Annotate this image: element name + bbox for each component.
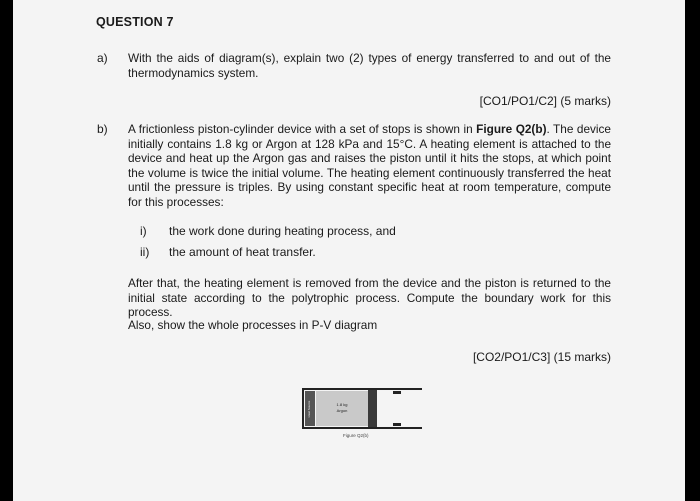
sub-item-2-text: the amount of heat transfer. — [169, 245, 316, 259]
figure-reference: Figure Q2(b) — [476, 122, 547, 136]
part-b-text — [128, 122, 611, 210]
part-b-marks: [CO2/PO1/C3] (15 marks) — [472, 350, 611, 364]
piston — [368, 390, 377, 427]
document-page — [13, 0, 685, 501]
sub-item-1-text: the work done during heating process, and — [169, 224, 396, 238]
figure-caption: Figure Q2(b) — [343, 433, 369, 438]
part-b-text-after: . The device initially contains 1.8 kg or Argon at 128 kPa and 15°C. A heating element is attached to the device and heat up the Argon gas and raises the piston until it hits the stops, at which point the volume is twice the initial volume. The heating element continuously transferred the heat until the pressure is triples. By using constant specific heat at room temperature, compute for this processes: — [128, 122, 611, 209]
part-b-text-before: A frictionless piston-cylinder device with a set of stops is shown in — [128, 122, 477, 136]
stop-top — [393, 391, 401, 394]
gas-mass-label: 1.8 kg — [336, 402, 348, 407]
cylinder-top-wall — [302, 388, 422, 390]
gas-name-label: Argon — [336, 408, 348, 413]
part-a-label: a) — [97, 51, 108, 65]
part-b-after-text: After that, the heating element is removed from the device and the piston is returned to the initial state according to the polytrophic process. Compute the boundary work for this process. — [128, 276, 611, 320]
part-a-marks: [CO1/PO1/C2] (5 marks) — [479, 94, 611, 108]
question-title: QUESTION 7 — [96, 15, 174, 29]
cylinder-bottom-wall — [302, 427, 422, 429]
stop-bottom — [393, 423, 401, 426]
cylinder-left-wall — [302, 388, 304, 429]
part-b-also-text: Also, show the whole processes in P-V diagram — [128, 318, 378, 332]
part-b-label: b) — [97, 122, 108, 136]
sub-item-2-num: ii) — [140, 245, 150, 259]
sub-item-1-num: i) — [140, 224, 147, 238]
heat-source-label: Heat Source — [307, 400, 311, 418]
part-a-text: With the aids of diagram(s), explain two (2) types of energy transferred to and out of the thermodynamics system. — [128, 51, 611, 80]
